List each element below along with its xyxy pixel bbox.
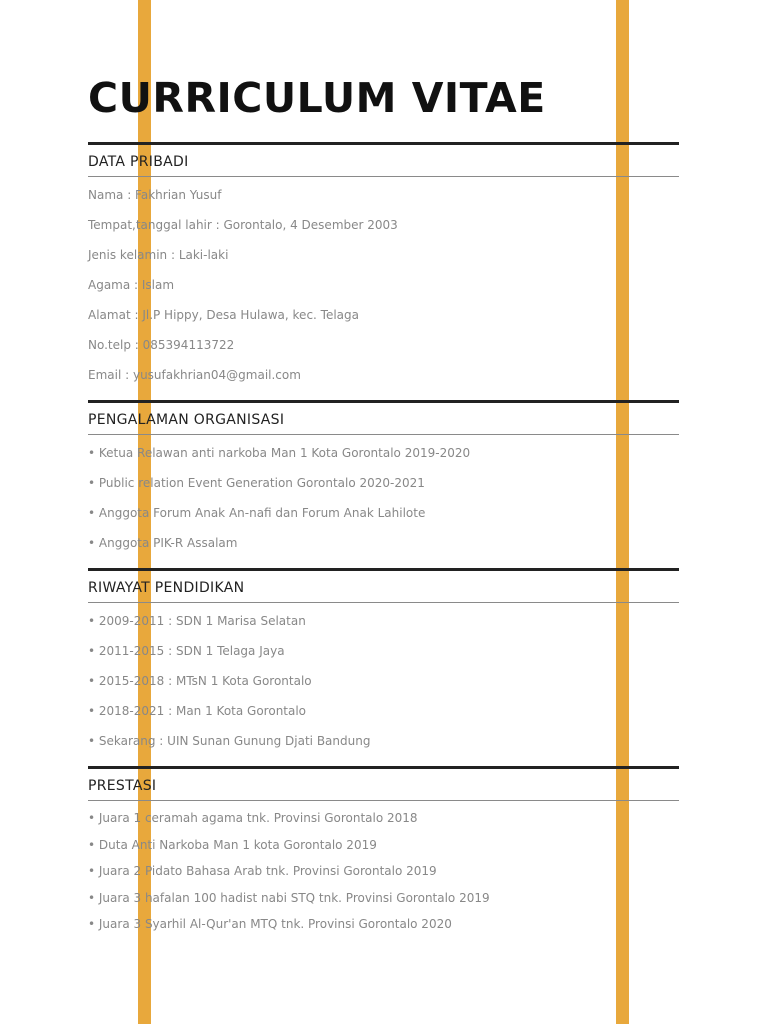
section-pengalaman-organisasi: [88, 400, 679, 565]
list-item: • Ketua Relawan anti narkoba Man 1 Kota Gorontalo 2019-2020: [88, 446, 471, 460]
list-item: • Juara 3 Syarhil Al-Qur'an MTQ tnk. Provinsi Gorontalo 2020: [88, 917, 452, 931]
list-item: • 2011-2015 : SDN 1 Telaga Jaya: [88, 644, 285, 658]
section-heading: RIWAYAT PENDIDIKAN: [88, 580, 245, 596]
list-item: • Public relation Event Generation Gorontalo 2020-2021: [88, 476, 425, 490]
list-item: • Juara 2 Pidato Bahasa Arab tnk. Provinsi Gorontalo 2019: [88, 864, 437, 878]
field-tempat-tanggal-lahir: Tempat,tanggal lahir : Gorontalo, 4 Desember 2003: [88, 218, 398, 232]
field-nama: Nama : Fakhrian Yusuf: [88, 188, 222, 202]
list-item: • Juara 1 ceramah agama tnk. Provinsi Gorontalo 2018: [88, 811, 418, 825]
list-item: • Duta Anti Narkoba Man 1 kota Gorontalo 2019: [88, 837, 377, 852]
field-email: Email : yusufakhrian04@gmail.com: [88, 368, 301, 382]
field-agama: Agama : Islam: [88, 278, 175, 292]
list-item: • 2015-2018 : MTsN 1 Kota Gorontalo: [88, 674, 312, 688]
list-item: • 2018-2021 : Man 1 Kota Gorontalo: [88, 704, 307, 718]
list-item: • Sekarang : UIN Sunan Gunung Djati Bandung: [88, 734, 371, 748]
list-item: • Anggota Forum Anak An-nafi dan Forum Anak Lahilote: [88, 506, 426, 520]
section-items: [88, 435, 679, 551]
section-items: [88, 177, 679, 383]
section-data-pribadi: [88, 142, 679, 397]
section-riwayat-pendidikan: [88, 568, 679, 763]
field-alamat: Alamat : Jl.P Hippy, Desa Hulawa, kec. Telaga: [88, 308, 359, 322]
list-item: • Juara 3 hafalan 100 hadist nabi STQ tnk. Provinsi Gorontalo 2019: [88, 890, 490, 905]
section-items: [88, 801, 679, 932]
section-heading: PRESTASI: [88, 778, 157, 794]
field-jenis-kelamin: Jenis kelamin : Laki-laki: [88, 248, 229, 262]
section-heading: DATA PRIBADI: [88, 154, 189, 170]
field-no-telp: No.telp : 085394113722: [88, 338, 235, 352]
section-items: [88, 603, 679, 749]
section-prestasi: [88, 766, 679, 943]
page-title: CURRICULUM VITAE: [88, 74, 546, 122]
section-heading: PENGALAMAN ORGANISASI: [88, 412, 285, 428]
list-item: • 2009-2011 : SDN 1 Marisa Selatan: [88, 614, 306, 628]
list-item: • Anggota PIK-R Assalam: [88, 536, 238, 550]
